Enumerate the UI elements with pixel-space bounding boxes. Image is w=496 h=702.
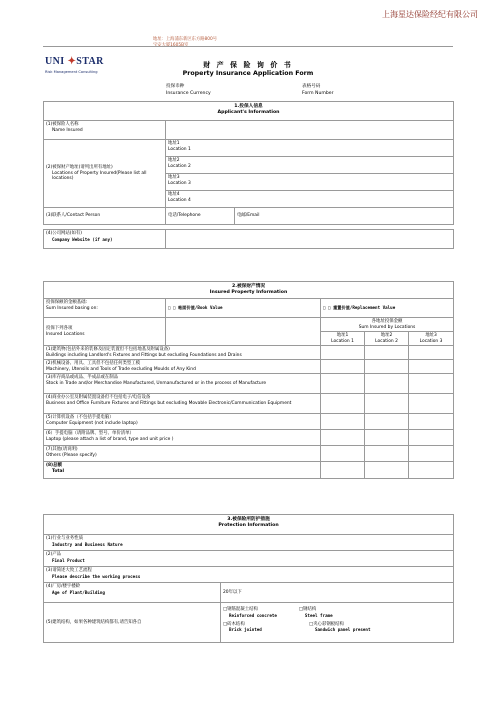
table-row xyxy=(44,394,454,414)
cell-input[interactable] xyxy=(409,360,454,374)
construction-label: (5)建筑结构，如果各种建筑结构都有,请告知各自 xyxy=(44,603,221,643)
website-field[interactable] xyxy=(166,230,454,249)
steel-frame-checkbox[interactable]: □钢结构 Steel frame xyxy=(298,607,333,618)
cell-input[interactable] xyxy=(409,394,454,414)
item-total: (8)总额 Total xyxy=(44,462,321,479)
name-insured-label: (1)被保险人名称 Name Insured xyxy=(44,121,166,140)
cell-input[interactable] xyxy=(409,430,454,446)
item-stock: (3)库存商品或成品、半成品或在制品 Stock in Trade and/or Merchandise Manufactured, Unmanufactured or in the process of Manufacture xyxy=(44,374,321,394)
cell-input[interactable] xyxy=(409,462,454,479)
col-location-1: 地址1 Location 1 xyxy=(321,332,365,346)
form-title-en: Property Insurance Application Form xyxy=(182,70,314,77)
form-number-label-cn: 表格号码 xyxy=(302,84,321,89)
form-title-cn: 财 产 保 险 询 价 书 xyxy=(203,61,293,69)
cell-input[interactable] xyxy=(321,360,365,374)
locations-label: (2)被保财产地址(请列出所有地址) Locations of Property Insured(Please list all locations) xyxy=(44,140,166,208)
cell-input[interactable] xyxy=(321,374,365,394)
cell-input[interactable] xyxy=(321,414,365,430)
building-age-label: (4)厂房/楼宇楼龄 Age of Plant/Building xyxy=(44,583,221,603)
cell-input[interactable] xyxy=(321,430,365,446)
building-age-value[interactable]: 20年以下 xyxy=(221,583,454,603)
item-buildings: (1)建筑物(包括外来的装修及固定装置但不包括地基及附属设备) Buildings including Landlord's Fixtures and Fittings but excluding Foundations and Drains xyxy=(44,346,321,360)
section2-title: 2.被保财产情况 Insured Property Information xyxy=(44,282,454,299)
item-machinery: (2)机械设备、用具、工具但不包括任何类型工模 Machinery, Utensils and Tools of Trade excluding Moulds of Any Kind xyxy=(44,360,321,374)
construction-options xyxy=(221,603,454,643)
insured-locations-blank xyxy=(166,318,321,346)
sandwich-panel-checkbox[interactable]: □夹心彩钢板结构 Sandwich panel present xyxy=(309,621,371,633)
item-computer: (5)计算机设备（不包括手提电脑） Computer Equipment (not include laptop) xyxy=(44,414,321,430)
cell-input[interactable] xyxy=(321,462,365,479)
item-office-furniture: (4)商业办公室及附属装置设备但不包括电子/电信设备 Business and Office Furniture Fixtures and Fittings but excluding Movable Electronic/Communication Equipment xyxy=(44,394,321,414)
insured-locations-label: 投保下列各项 Insured Locations xyxy=(44,318,166,346)
location-2-field[interactable]: 地址2 Location 2 xyxy=(166,157,454,174)
applicant-info-table xyxy=(43,101,454,249)
industry-nature-field[interactable]: (1)行业与业务性质 Industry and Business Nature xyxy=(44,535,454,551)
name-insured-field[interactable] xyxy=(166,121,454,140)
table-row xyxy=(44,430,454,446)
cell-input[interactable] xyxy=(365,462,409,479)
cell-input[interactable] xyxy=(321,394,365,414)
star-icon: ✦ xyxy=(67,56,77,67)
location-3-field[interactable]: 地址3 Location 3 xyxy=(166,174,454,191)
reinforced-concrete-checkbox[interactable]: □钢筋混凝土结构 Reinforced concrete xyxy=(223,607,277,618)
cell-input[interactable] xyxy=(365,446,409,462)
table-row xyxy=(44,446,454,462)
header-divider xyxy=(43,46,453,47)
item-others: (7)其他(请说明) Others (Please specify) xyxy=(44,446,321,462)
cell-input[interactable] xyxy=(365,360,409,374)
cell-input[interactable] xyxy=(365,374,409,394)
cell-input[interactable] xyxy=(365,346,409,360)
logo-text-uni: UNI xyxy=(45,56,65,67)
cell-input[interactable] xyxy=(321,346,365,360)
sum-by-locations-header: 各地址投保金额 Sum Insured by Locations xyxy=(321,318,454,332)
currency-label-en: Insurance Currency xyxy=(166,91,211,96)
cell-input[interactable] xyxy=(365,414,409,430)
cell-input[interactable] xyxy=(365,430,409,446)
protection-info-table xyxy=(43,514,454,643)
col-location-3: 地址3 Location 3 xyxy=(409,332,454,346)
table-row xyxy=(44,360,454,374)
section1-title: 1.投保人信息 Applicant's Information xyxy=(44,102,454,121)
logo-text-star: STAR xyxy=(76,56,104,67)
logo-tagline: Risk Management Consulting xyxy=(45,69,98,74)
section3-title: 3.被保险所防护措施 Protection Information xyxy=(44,515,454,535)
cell-input[interactable] xyxy=(409,446,454,462)
cell-input[interactable] xyxy=(365,394,409,414)
contact-person-label: (3)联系人/Contact Person xyxy=(44,208,166,225)
brick-jointed-checkbox[interactable]: □砖木结构 Brick jointed xyxy=(223,621,262,633)
company-name: 上海星达保险经纪有限公司 xyxy=(382,10,478,19)
location-4-field[interactable]: 地址4 Location 4 xyxy=(166,191,454,208)
email-label[interactable]: 电邮/Email xyxy=(235,208,454,225)
form-number-label-en: Form Number xyxy=(302,91,334,96)
col-location-2: 地址2 Location 2 xyxy=(365,332,409,346)
currency-label-cn: 投保币种 xyxy=(166,84,185,89)
property-info-table xyxy=(43,281,454,479)
cell-input[interactable] xyxy=(321,446,365,462)
location-1-field[interactable]: 地址1 Location 1 xyxy=(166,140,454,157)
company-address-line-2: 宝安大厦1605B室 xyxy=(153,43,189,48)
sum-basis-label: 投保保额的金额基础: Sum Insured basing on: xyxy=(44,299,166,318)
company-address-line-1: 地址：上海浦东新区东方路800号 xyxy=(153,37,218,42)
book-value-checkbox[interactable]: □ □ 帐面价值/Book Value xyxy=(166,299,321,318)
item-laptop: (6）手提电脑（请附品牌、型号、单价清单） Laptop (please attach a list of brand, type and unit price ) xyxy=(44,430,321,446)
cell-input[interactable] xyxy=(409,346,454,360)
cell-input[interactable] xyxy=(409,414,454,430)
table-row xyxy=(44,462,454,479)
table-row xyxy=(44,414,454,430)
table-row xyxy=(44,374,454,394)
table-row xyxy=(44,346,454,360)
working-process-field[interactable]: (3)请简述大致工艺流程 Please describe the working process xyxy=(44,567,454,583)
website-label: (4)公司网站(如有) Company Website (if any) xyxy=(44,230,166,249)
final-product-field[interactable]: (2)产品 Final Product xyxy=(44,551,454,567)
telephone-label[interactable]: 电话/Telephone xyxy=(166,208,235,225)
cell-input[interactable] xyxy=(409,374,454,394)
replacement-value-checkbox[interactable]: □ □ 重置价值/Replacement Value xyxy=(321,299,454,318)
